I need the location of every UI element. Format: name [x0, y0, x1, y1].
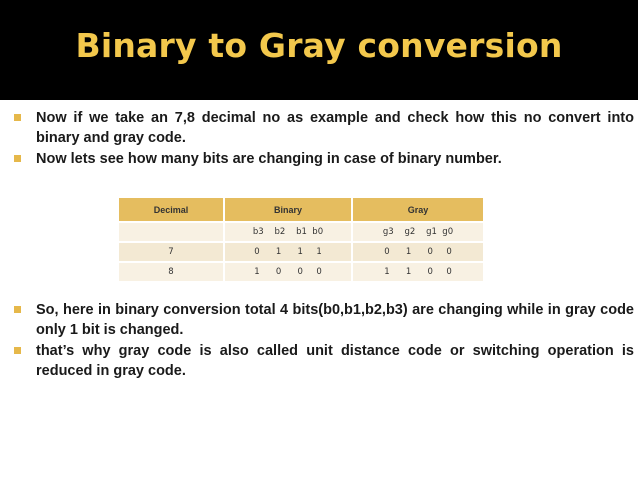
table-cell: 1 0 0 0: [224, 262, 352, 282]
bullet-text: Now lets see how many bits are changing in case of binary number.: [36, 151, 502, 167]
bullet-square-icon: [14, 155, 21, 162]
bullet-item: [14, 108, 634, 148]
table-row: [118, 222, 484, 242]
slide-title: Binary to Gray conversion: [75, 26, 563, 65]
bullet-text: Now if we take an 7,8 decimal no as example and check how this no convert into binary and gray code.: [36, 110, 634, 146]
table-cell: 8: [118, 262, 224, 282]
bullet-list-top: [14, 108, 634, 169]
table-cell: 1 1 0 0: [352, 262, 484, 282]
header-gray: Gray: [352, 197, 484, 222]
title-bar: [0, 0, 638, 100]
table-row: [118, 262, 484, 282]
conversion-table: [117, 196, 485, 283]
bullet-item: [14, 341, 634, 381]
header-binary: Binary: [224, 197, 352, 222]
table-header-row: [118, 197, 484, 222]
table-row: [118, 242, 484, 262]
header-decimal: Decimal: [118, 197, 224, 222]
table-cell: g3 g2 g1 g0: [352, 222, 484, 242]
table-cell: b3 b2 b1 b0: [224, 222, 352, 242]
bullet-item: [14, 300, 634, 340]
table-cell: 0 1 0 0: [352, 242, 484, 262]
bullet-list-bottom: [14, 300, 634, 381]
table-cell: 0 1 1 1: [224, 242, 352, 262]
bullet-item: [14, 149, 634, 169]
bullet-square-icon: [14, 306, 21, 313]
bullet-text: So, here in binary conversion total 4 bits(b0,b1,b2,b3) are changing while in gray code only 1 bit is changed.: [36, 302, 634, 338]
bullet-square-icon: [14, 347, 21, 354]
table-cell: [118, 222, 224, 242]
bullet-text: that’s why gray code is also called unit distance code or switching operation is reduced in gray code.: [36, 343, 634, 379]
bullet-square-icon: [14, 114, 21, 121]
table-cell: 7: [118, 242, 224, 262]
